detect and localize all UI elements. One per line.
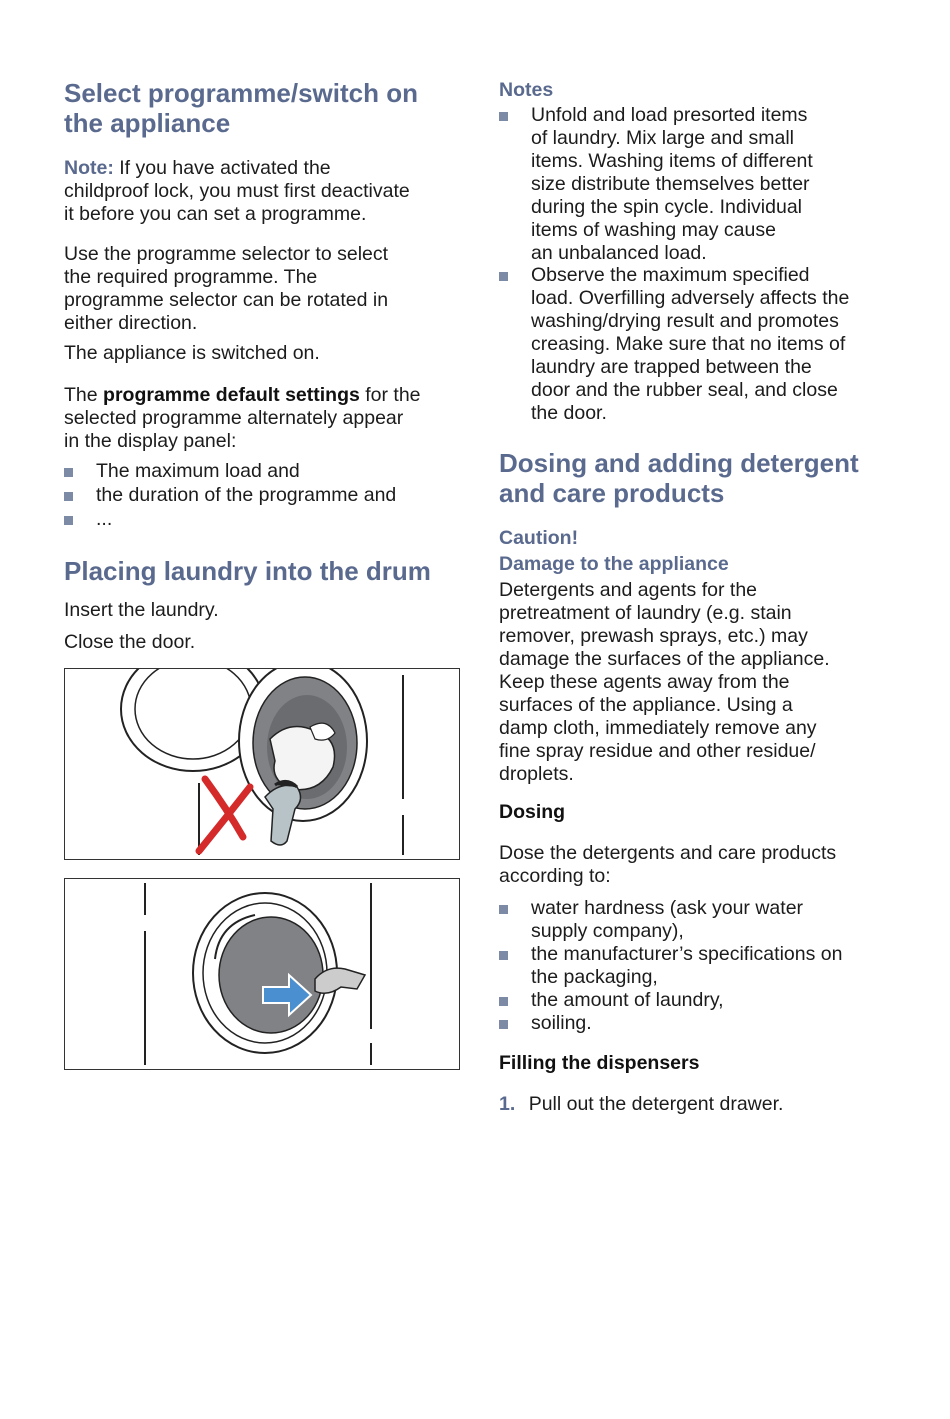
text-line: fine spray residue and other residue/ bbox=[499, 740, 816, 762]
heading-placing-laundry: Placing laundry into the drum bbox=[64, 556, 431, 586]
list-item bbox=[499, 943, 842, 989]
list-item-text: the amount of laundry, bbox=[531, 989, 724, 1011]
list-item bbox=[64, 508, 112, 531]
text-line: Use the programme selector to select bbox=[64, 243, 389, 265]
text-line: items. Washing items of different bbox=[531, 150, 813, 172]
list-item bbox=[499, 264, 849, 425]
heading-select-programme bbox=[64, 78, 418, 138]
text-line: Observe the maximum specified bbox=[531, 264, 810, 286]
text-line: surfaces of the appliance. Using a bbox=[499, 694, 793, 716]
list-item bbox=[499, 1012, 592, 1035]
text-fragment: The bbox=[64, 384, 98, 406]
dosing-intro bbox=[499, 842, 836, 888]
text-line: either direction. bbox=[64, 312, 198, 334]
note-text: it before you can set a programme. bbox=[64, 203, 367, 225]
note-text: If you have activated the bbox=[119, 157, 331, 179]
step-number: 1. bbox=[499, 1093, 516, 1115]
list-item-text: The maximum load and bbox=[96, 460, 300, 482]
heading-line: and care products bbox=[499, 478, 725, 508]
step-text: Pull out the detergent drawer. bbox=[528, 1093, 784, 1115]
note-text: childproof lock, you must first deactivate bbox=[64, 180, 410, 202]
close-door-text: Close the door. bbox=[64, 631, 196, 653]
list-item-text bbox=[499, 897, 803, 943]
list-item-text bbox=[499, 104, 813, 265]
heading-line: Dosing and adding detergent bbox=[499, 448, 859, 478]
text-line: pretreatment of laundry (e.g. stain bbox=[499, 602, 792, 624]
text-line: laundry are trapped between the bbox=[531, 356, 812, 378]
figure-close-door bbox=[64, 878, 460, 1070]
text-line: items of washing may cause bbox=[531, 219, 776, 241]
dosing-heading: Dosing bbox=[499, 801, 566, 823]
illustration-door-laundry-trapped bbox=[65, 669, 459, 859]
list-item-text bbox=[499, 943, 842, 989]
text-line: remover, prewash sprays, etc.) may bbox=[499, 625, 808, 647]
note-paragraph bbox=[64, 157, 410, 226]
figure-laundry-trapped bbox=[64, 668, 460, 860]
text-line: Dose the detergents and care products bbox=[499, 842, 837, 864]
illustration-closing-door bbox=[65, 879, 459, 1069]
bold-term: programme default settings bbox=[103, 384, 360, 406]
text-line: during the spin cycle. Individual bbox=[531, 196, 802, 218]
text-line: Keep these agents away from the bbox=[499, 671, 790, 693]
bullet-icon bbox=[499, 112, 508, 121]
switched-on-paragraph: The appliance is switched on. bbox=[64, 342, 320, 364]
text-fragment: for the bbox=[365, 384, 421, 406]
bullet-icon bbox=[499, 272, 508, 281]
list-item bbox=[499, 897, 803, 943]
caution-text bbox=[499, 579, 830, 786]
bullet-icon bbox=[499, 951, 508, 960]
text-line: of laundry. Mix large and small bbox=[531, 127, 795, 149]
note-label: Note: bbox=[64, 157, 114, 179]
bullet-icon bbox=[64, 468, 73, 477]
list-item bbox=[64, 484, 396, 507]
heading-dosing-detergent bbox=[499, 448, 859, 508]
text-line: Unfold and load presorted items bbox=[531, 104, 808, 126]
text-line: Detergents and agents for the bbox=[499, 579, 758, 601]
text-line: washing/drying result and promotes bbox=[531, 310, 839, 332]
text-line: an unbalanced load. bbox=[531, 242, 707, 264]
list-item-text: the duration of the programme and bbox=[96, 484, 397, 506]
text-line: damage the surfaces of the appliance. bbox=[499, 648, 830, 670]
filling-dispensers-heading: Filling the dispensers bbox=[499, 1052, 700, 1074]
heading-line: the appliance bbox=[64, 108, 231, 138]
list-item bbox=[499, 104, 813, 265]
bullet-icon bbox=[64, 516, 73, 525]
caution-label: Caution! bbox=[499, 527, 579, 549]
text-line: supply company), bbox=[531, 920, 684, 942]
text-line: the manufacturer’s specifications on bbox=[531, 943, 843, 965]
default-settings-paragraph bbox=[64, 384, 421, 453]
text-line: selected programme alternately appear bbox=[64, 407, 404, 429]
bullet-icon bbox=[64, 492, 73, 501]
heading-line: Select programme/switch on bbox=[64, 78, 418, 108]
text-line: the door. bbox=[531, 402, 607, 424]
list-item-text bbox=[499, 264, 849, 425]
list-item bbox=[64, 460, 300, 483]
text-line: droplets. bbox=[499, 763, 574, 785]
bullet-icon bbox=[499, 905, 508, 914]
bullet-icon bbox=[499, 997, 508, 1006]
text-line: programme selector can be rotated in bbox=[64, 289, 389, 311]
text-line: the required programme. The bbox=[64, 266, 318, 288]
text-line: in the display panel: bbox=[64, 430, 237, 452]
text-line: door and the rubber seal, and close bbox=[531, 379, 838, 401]
text-line: the packaging, bbox=[531, 966, 658, 988]
notes-label: Notes bbox=[499, 79, 554, 101]
step-item bbox=[499, 1093, 783, 1116]
selector-paragraph bbox=[64, 243, 388, 335]
text-line: creasing. Make sure that no items of bbox=[531, 333, 846, 355]
insert-laundry-text: Insert the laundry. bbox=[64, 599, 219, 621]
bullet-icon bbox=[499, 1020, 508, 1029]
text-line: size distribute themselves better bbox=[531, 173, 810, 195]
list-item-text: soiling. bbox=[531, 1012, 592, 1034]
list-item bbox=[499, 989, 724, 1012]
text-line: load. Overfilling adversely affects the bbox=[531, 287, 850, 309]
caution-subtitle: Damage to the appliance bbox=[499, 553, 729, 575]
text-line: water hardness (ask your water bbox=[531, 897, 804, 919]
text-line: according to: bbox=[499, 865, 611, 887]
text-line: damp cloth, immediately remove any bbox=[499, 717, 817, 739]
list-item-text: ... bbox=[96, 508, 113, 530]
